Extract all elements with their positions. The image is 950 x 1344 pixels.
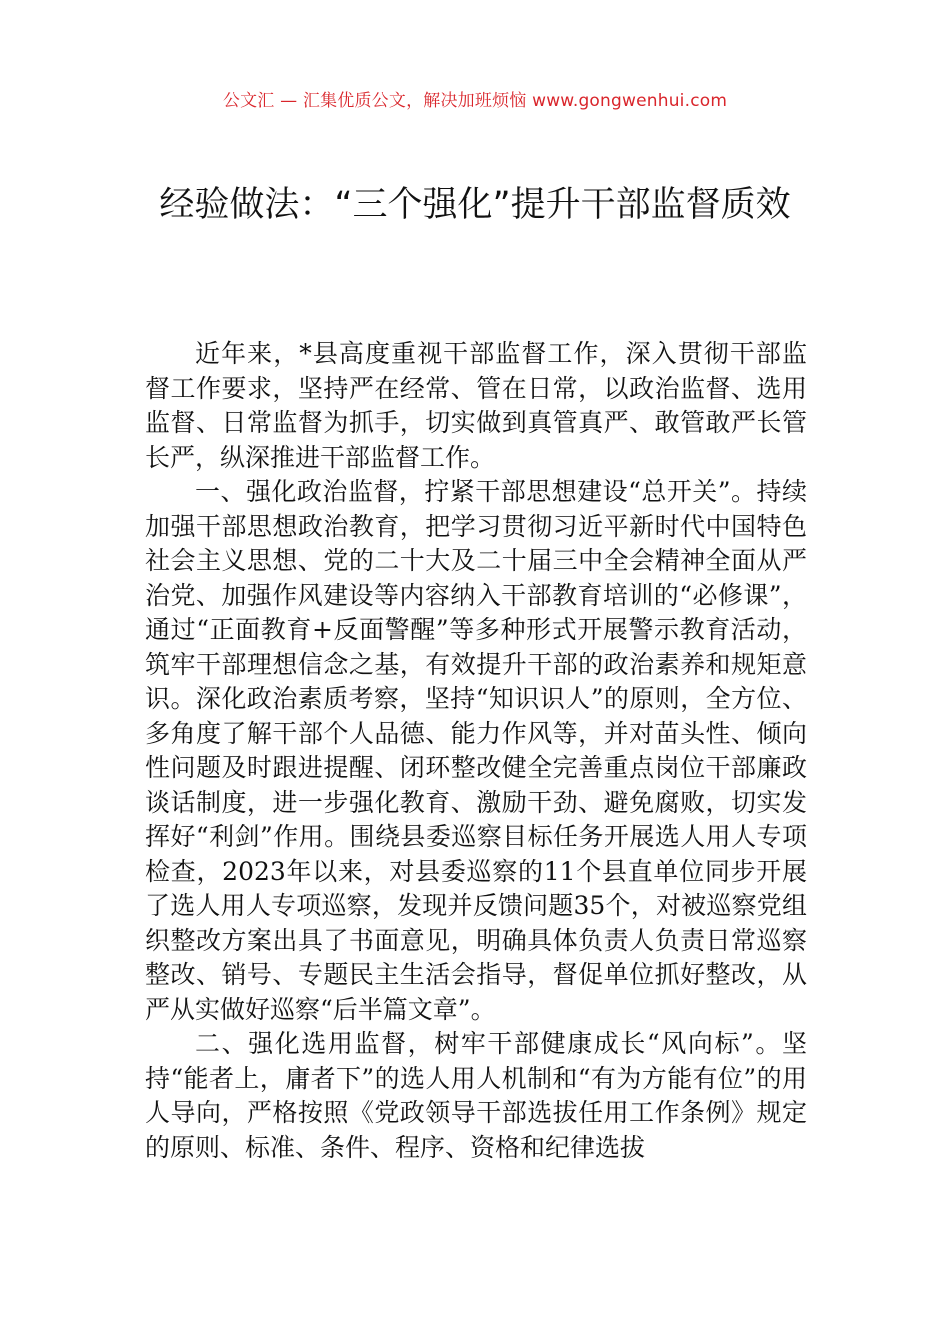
section-1-paragraph: 一、强化政治监督，拧紧干部思想建设“总开关”。持续加强干部思想政治教育，把学习贯彻习近平新时代中国特色社会主义思想、党的二十大及二十届三中全会精神全面从严治党、加强作风建设等内容纳入干部教育培训的“必修课”，通过“正面教育+反面警醒”等多种形式开展警示教育活动，筑牢干部理想信念之基，有效提升干部的政治素养和规矩意识。深化政治素质考察，坚持“知识识人”的原则，全方位、多角度了解干部个人品德、能力作风等，并对苗头性、倾向性问题及时跟进提醒、闭环整改健全完善重点岗位干部廉政谈话制度，进一步强化教育、激励干劲、避免腐败，切实发挥好“利剑”作用。围绕县委巡察目标任务开展选人用人专项检查，2023年以来，对县委巡察的11个县直单位同步开展了选人用人专项巡察，发现并反馈问题35个，对被巡察党组织整改方案出具了书面意见，明确具体负责人负责日常巡察整改、销号、专题民主生活会指导，督促单位抓好整改，从严从实做好巡察“后半篇文章”。 <box>145 477 807 1024</box>
document-body <box>145 337 807 1165</box>
document-title: 经验做法：“三个强化”提升干部监督质效 <box>159 185 791 225</box>
site-header-banner: 公文汇 — 汇集优质公文，解决加班烦恼 www.gongwenhui.com <box>222 91 728 111</box>
intro-paragraph: 近年来，*县高度重视干部监督工作，深入贯彻干部监督工作要求，坚持严在经常、管在日常，以政治监督、选用监督、日常监督为抓手，切实做到真管真严、敢管敢严长管长严，纵深推进干部监督工作。 <box>145 339 807 472</box>
section-2-paragraph: 二、强化选用监督，树牢干部健康成长“风向标”。坚持“能者上，庸者下”的选人用人机制和“有为方能有位”的用人导向，严格按照《党政领导干部选拔任用工作条例》规定的原则、标准、条件、程序、资格和纪律选拔 <box>145 1029 807 1162</box>
